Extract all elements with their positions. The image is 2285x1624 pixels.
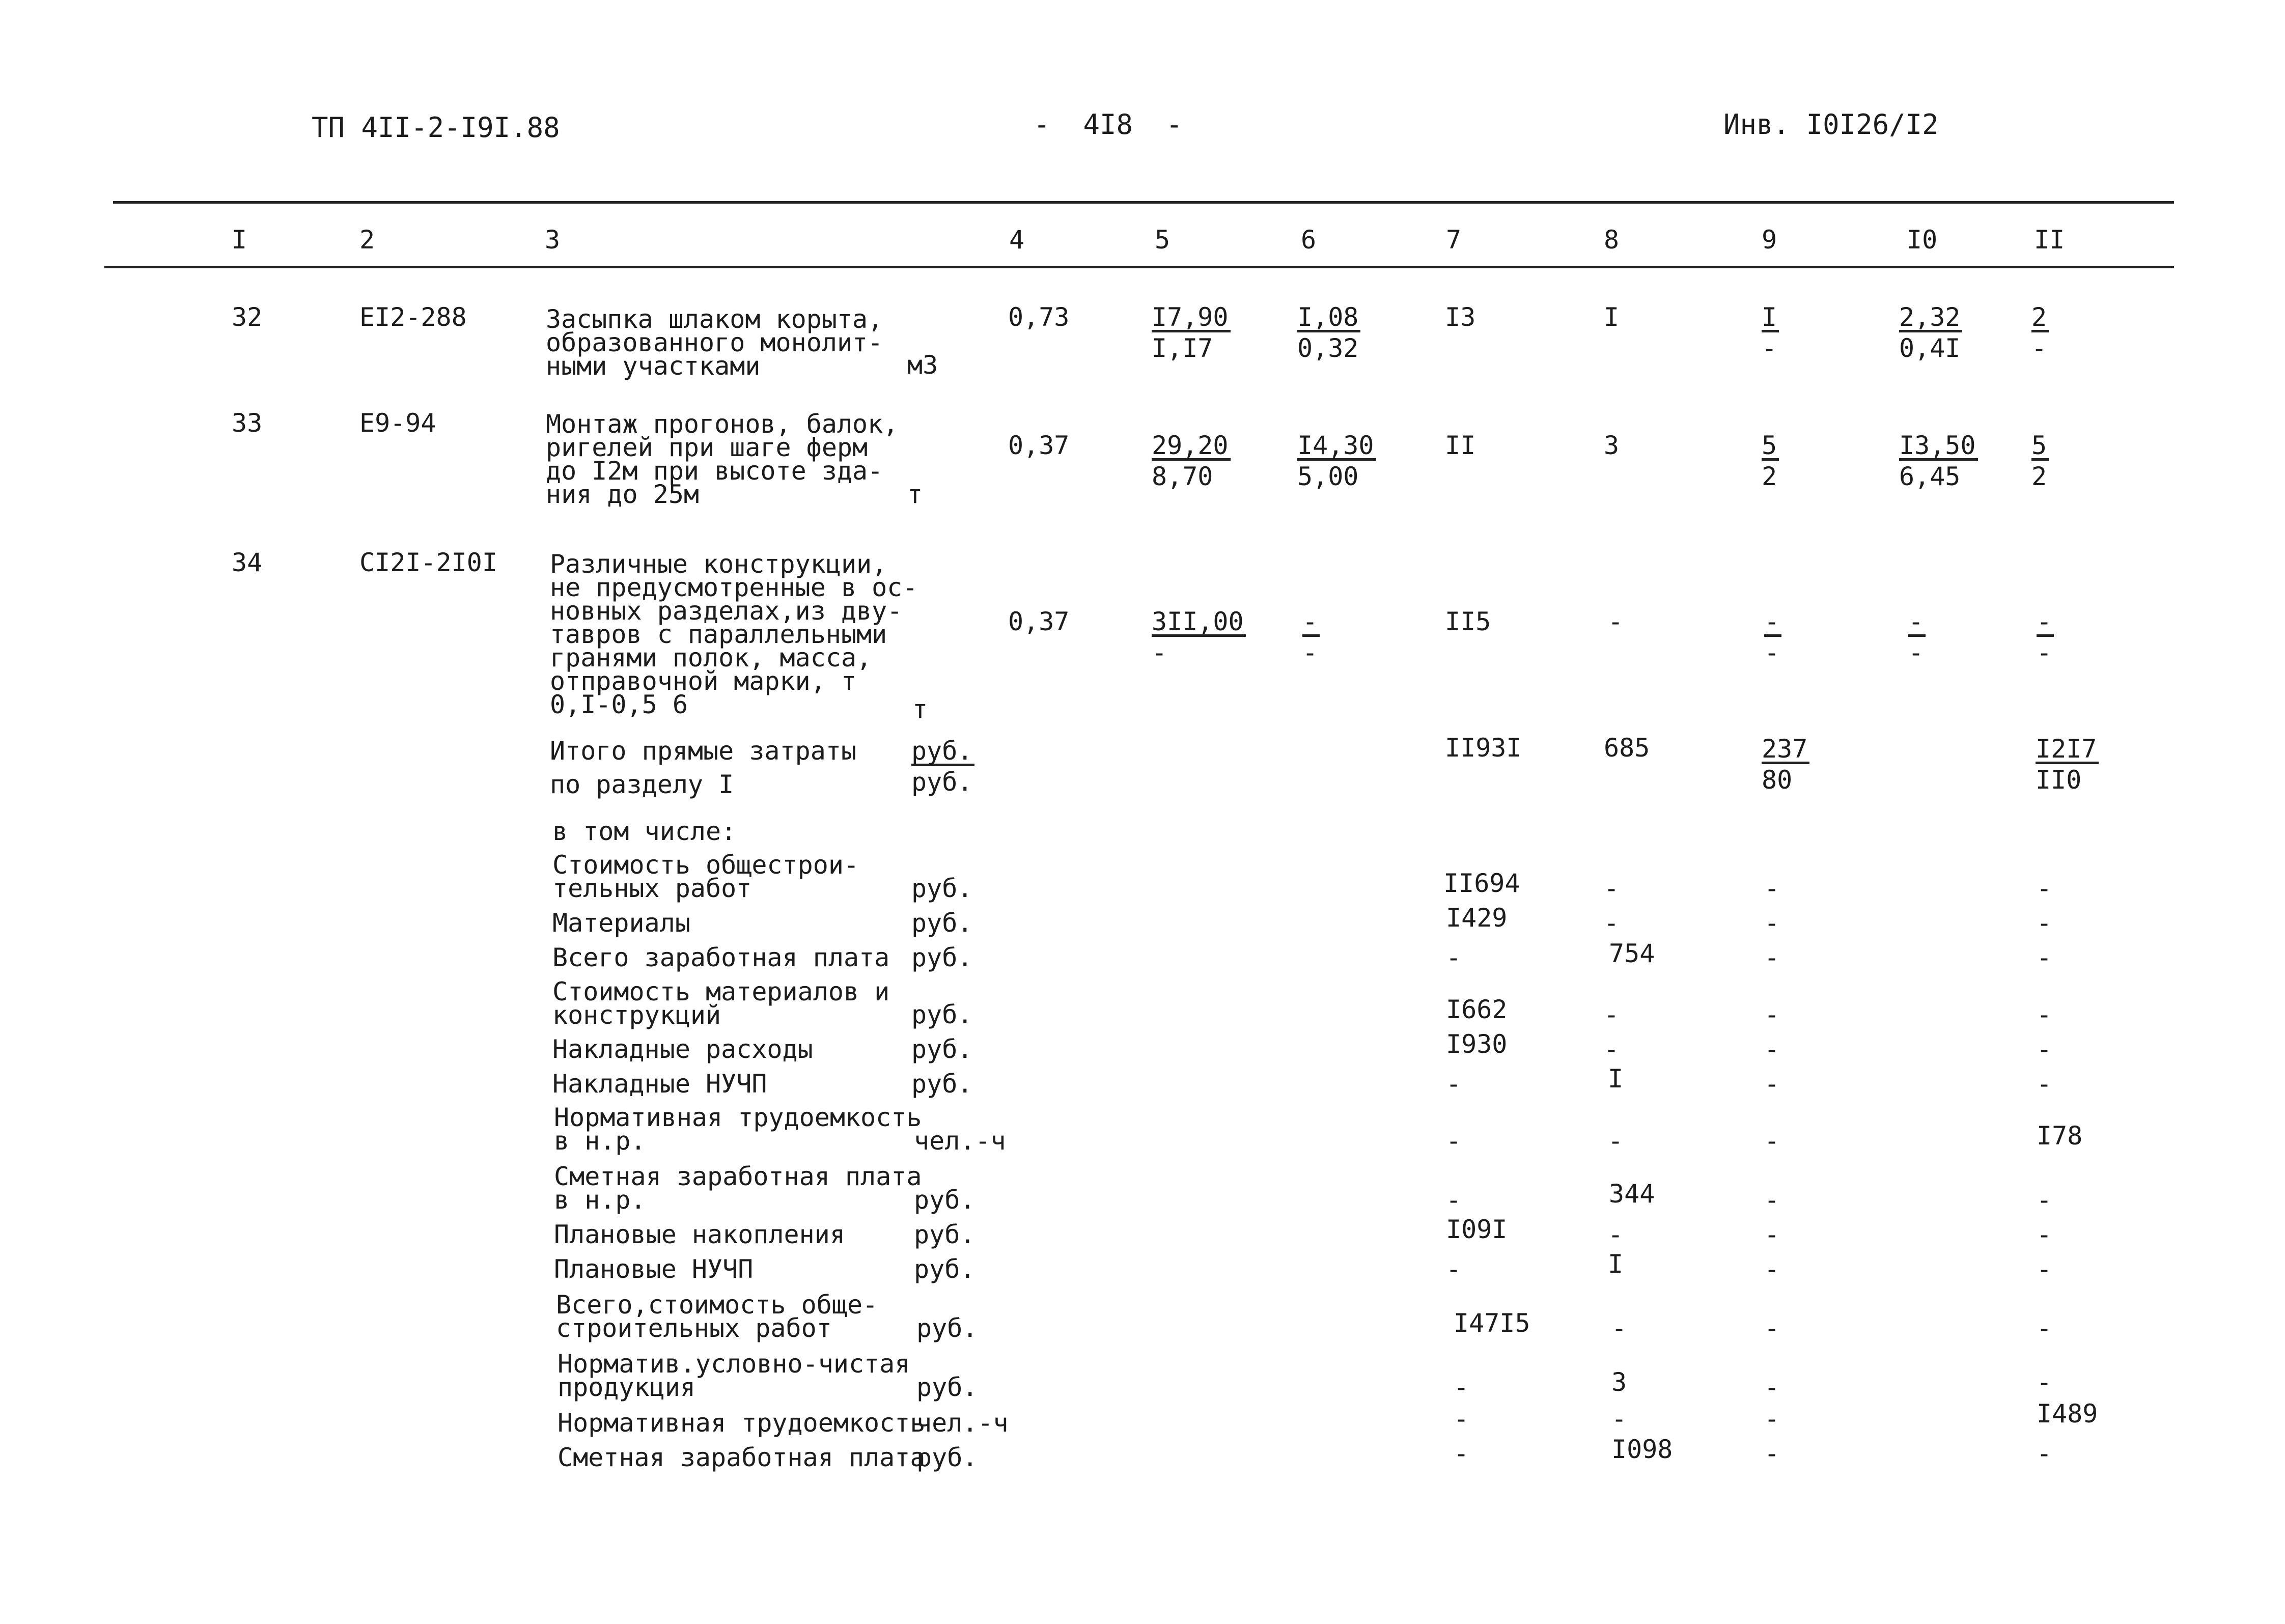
summary-col8: I [1608, 1249, 1624, 1279]
summary-col9: - [1764, 943, 1780, 972]
summary-label: Норматив.условно-чистая продукция [558, 1349, 910, 1402]
summary-label: Сметная заработная плата в н.р. [554, 1162, 922, 1215]
summary-col9: - [1764, 1254, 1780, 1284]
summary-col8: - [1611, 1404, 1627, 1434]
numerator: 237 [1762, 736, 1809, 764]
value-col9 [1764, 609, 1781, 668]
numerator: - [1302, 609, 1320, 637]
value-col10 [1908, 609, 1926, 668]
denominator: II0 [2036, 765, 2082, 795]
numerator: 29,20 [1152, 433, 1231, 461]
summary-col11: - [2037, 1439, 2052, 1468]
norm-code: E9-94 [359, 408, 436, 438]
work-description: Монтаж прогонов, балок, ригелей при шаге ферм до I2м при высоте зда- ния до 25м [546, 409, 899, 509]
summary-unit: руб. [911, 1034, 973, 1064]
summary-col11: I78 [2037, 1121, 2083, 1151]
summary-col11: - [2037, 874, 2052, 903]
summary-col7: I930 [1446, 1029, 1508, 1059]
summary-col7: I47I5 [1454, 1308, 1530, 1338]
summary-col7: I429 [1446, 903, 1508, 933]
norm-code: EI2-288 [359, 302, 467, 332]
summary-col7: - [1454, 1373, 1469, 1402]
denominator: 6,45 [1899, 462, 1961, 491]
column-number: 2 [359, 225, 375, 255]
numerator: I3,50 [1899, 433, 1978, 461]
denominator: 5,00 [1297, 462, 1359, 491]
denominator: - [1302, 638, 1318, 667]
summary-unit: руб. [911, 874, 973, 903]
value-col5 [1152, 433, 1231, 492]
summary-unit: чел.-ч [916, 1408, 1009, 1438]
denominator: - [2031, 333, 2047, 363]
numerator: - [1764, 609, 1781, 637]
summary-col11: - [2037, 1313, 2052, 1343]
summary-col8: - [1608, 1126, 1624, 1156]
value-col8: 3 [1604, 431, 1620, 460]
summary-col8: - [1608, 1220, 1624, 1249]
column-number: I0 [1907, 225, 1938, 255]
norm-code: CI2I-2I0I [359, 548, 497, 577]
column-number: 5 [1155, 225, 1171, 255]
summary-col8: 754 [1609, 939, 1655, 968]
numerator: - [1908, 609, 1926, 637]
summary-col9: - [1764, 1069, 1780, 1099]
summary-col11: I489 [2037, 1399, 2098, 1429]
doc-code: ТП 4II-2-I9I.88 [312, 111, 560, 144]
unit: м3 [907, 350, 938, 380]
summary-col7: - [1454, 1439, 1469, 1468]
denominator: 0,32 [1297, 333, 1359, 363]
denominator: - [1764, 638, 1780, 667]
summary-col11: - [2037, 1254, 2052, 1284]
numerator: 3II,00 [1152, 609, 1246, 637]
summary-col8: I098 [1611, 1435, 1673, 1464]
value-col7: II5 [1445, 607, 1491, 636]
denominator: 0,4I [1899, 333, 1961, 363]
summary-col7: - [1454, 1404, 1469, 1434]
summary-label: Материалы [552, 908, 690, 938]
column-header-rule [104, 266, 2174, 268]
summary-col11: - [2037, 1069, 2052, 1099]
summary-col9: - [1764, 1313, 1780, 1343]
summary-col8: - [1604, 1000, 1620, 1029]
column-number: I [232, 225, 247, 255]
summary-col8: - [1604, 874, 1620, 903]
denominator: - [1908, 638, 1924, 667]
unit: т [907, 480, 923, 509]
summary-col9: - [1764, 1439, 1780, 1468]
work-description: Различные конструкции, не предусмотренные в ос- новных разделах,из дву- тавров с параллельными гранями полок, масса, отправочной марки, т 0,I-0,5 6 [550, 549, 918, 719]
row-number: 32 [232, 302, 263, 332]
summary-col7: - [1446, 1185, 1462, 1215]
summary-label: Всего,стоимость обще- строительных работ [556, 1290, 878, 1343]
summary-label: Сметная заработная плата [558, 1443, 926, 1472]
summary-col9: - [1764, 1126, 1780, 1156]
top-rule [113, 201, 2174, 204]
value-col10 [1899, 433, 1978, 492]
summary-label: Нормативная трудоемкость [558, 1408, 926, 1438]
column-number: II [2034, 225, 2065, 255]
total-col11 [2036, 736, 2099, 796]
summary-label: Стоимость общестрои- тельных работ [552, 850, 859, 903]
summary-unit: руб. [916, 1313, 978, 1343]
row-number: 33 [232, 408, 263, 438]
summary-col7: I09I [1446, 1215, 1508, 1244]
summary-col11: - [2037, 1185, 2052, 1215]
summary-col9: - [1764, 1185, 1780, 1215]
value-col11 [2037, 609, 2054, 668]
column-number: 6 [1301, 225, 1317, 255]
value-col5 [1152, 304, 1231, 364]
summary-label: Стоимость материалов и конструкций [552, 977, 890, 1030]
value-col6 [1302, 609, 1320, 668]
denominator: - [1152, 638, 1167, 667]
total-col9 [1762, 736, 1809, 796]
value-col7: II [1445, 431, 1476, 460]
denominator: руб. [911, 767, 973, 797]
summary-label: Накладные расходы [552, 1034, 813, 1064]
summary-col9: - [1764, 1000, 1780, 1029]
summary-col11: - [2037, 1367, 2052, 1397]
total-col7: II93I [1445, 733, 1522, 763]
summary-unit: руб. [911, 943, 973, 972]
value-col11 [2031, 433, 2049, 492]
value-col6 [1297, 433, 1376, 492]
numerator: 2 [2031, 304, 2049, 332]
value-col5 [1152, 609, 1246, 668]
summary-col8: 3 [1611, 1367, 1627, 1397]
summary-unit: чел.-ч [914, 1126, 1006, 1156]
summary-col9: - [1764, 1034, 1780, 1064]
summary-col8: - [1611, 1313, 1627, 1343]
numerator: I2I7 [2036, 736, 2099, 764]
denominator: - [1762, 333, 1777, 363]
summary-unit: руб. [914, 1220, 976, 1249]
total-unit [911, 738, 974, 798]
value-col8: I [1604, 302, 1620, 332]
denominator: - [2037, 638, 2052, 667]
column-number: 3 [545, 225, 561, 255]
value-col6 [1297, 304, 1360, 364]
total-label-line2: по разделу I [550, 770, 734, 799]
numerator: 5 [2031, 433, 2049, 461]
summary-unit: руб. [914, 1185, 976, 1215]
summary-col11: - [2037, 1000, 2052, 1029]
summary-col7: II694 [1443, 869, 1520, 898]
summary-unit: руб. [914, 1254, 976, 1284]
summary-unit: руб. [911, 1000, 973, 1029]
summary-col11: - [2037, 1034, 2052, 1064]
summary-label: Плановые накопления [554, 1220, 845, 1249]
work-description: Засыпка шлаком корыта, образованного монолит- ными участками [546, 304, 883, 381]
summary-col7: I662 [1446, 995, 1508, 1024]
summary-col8: 344 [1609, 1179, 1655, 1209]
summary-col8: - [1604, 1034, 1620, 1064]
denominator: 80 [1762, 765, 1793, 795]
page-number: - 4I8 - [1034, 108, 1183, 141]
numerator: I4,30 [1297, 433, 1376, 461]
summary-unit: руб. [911, 1069, 973, 1099]
denominator: I,I7 [1152, 333, 1213, 363]
quantity: 0,73 [1008, 302, 1070, 332]
column-number: 4 [1009, 225, 1025, 255]
summary-col9: - [1764, 1220, 1780, 1249]
total-label-line1: Итого прямые затраты [550, 736, 857, 766]
summary-col8: - [1604, 908, 1620, 938]
summary-col7: - [1446, 1254, 1462, 1284]
denominator: 2 [1762, 462, 1777, 491]
summary-col11: - [2037, 1220, 2052, 1249]
numerator: I [1762, 304, 1779, 332]
numerator: 2,32 [1899, 304, 1962, 332]
summary-label: Всего заработная плата [552, 943, 890, 972]
summary-unit: руб. [916, 1443, 978, 1472]
value-col9 [1762, 433, 1779, 492]
numerator: I7,90 [1152, 304, 1231, 332]
denominator: 2 [2031, 462, 2047, 491]
summary-col9: - [1764, 1373, 1780, 1402]
numerator: руб. [911, 738, 974, 766]
summary-col11: - [2037, 943, 2052, 972]
column-number: 9 [1762, 225, 1777, 255]
summary-col7: - [1446, 1069, 1462, 1099]
row-number: 34 [232, 548, 263, 577]
quantity: 0,37 [1008, 431, 1070, 460]
summary-col9: - [1764, 1404, 1780, 1434]
quantity: 0,37 [1008, 607, 1070, 636]
summary-col11: - [2037, 908, 2052, 938]
numerator: I,08 [1297, 304, 1360, 332]
column-number: 8 [1604, 225, 1620, 255]
summary-col7: - [1446, 943, 1462, 972]
summary-unit: руб. [916, 1373, 978, 1402]
denominator: 8,70 [1152, 462, 1213, 491]
numerator: 5 [1762, 433, 1779, 461]
summary-col8: I [1608, 1064, 1624, 1094]
value-col7: I3 [1445, 302, 1476, 332]
including-label: в том числе: [552, 817, 737, 846]
value-col9 [1762, 304, 1779, 364]
numerator: - [2037, 609, 2054, 637]
value-col8: - [1608, 607, 1624, 636]
summary-col7: - [1446, 1126, 1462, 1156]
total-col8: 685 [1604, 733, 1650, 763]
summary-label: Нормативная трудоемкость в н.р. [554, 1103, 922, 1156]
inventory-number: Инв. I0I26/I2 [1723, 108, 1939, 141]
unit: т [912, 694, 928, 724]
summary-label: Накладные НУЧП [552, 1069, 767, 1099]
column-number: 7 [1446, 225, 1462, 255]
summary-unit: руб. [911, 908, 973, 938]
summary-col9: - [1764, 908, 1780, 938]
summary-col9: - [1764, 874, 1780, 903]
value-col10 [1899, 304, 1962, 364]
summary-label: Плановые НУЧП [554, 1254, 754, 1284]
value-col11 [2031, 304, 2049, 364]
